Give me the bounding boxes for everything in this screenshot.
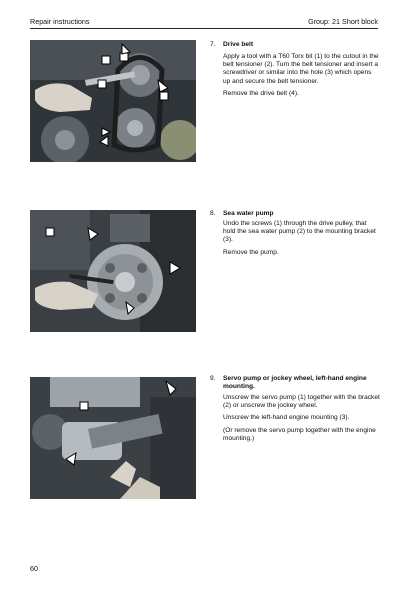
page-number: 60 xyxy=(30,564,38,573)
header-section-title: Repair instructions xyxy=(30,17,90,26)
drive-belt-photo xyxy=(30,40,196,162)
step-number: 8. xyxy=(210,210,216,217)
header-group-title: Group: 21 Short block xyxy=(308,17,378,26)
step-paragraph: Unscrew the servo pump (1) together with the bracket (2) or unscrew the jockey wheel. xyxy=(223,394,380,410)
header-divider xyxy=(30,28,378,29)
step-paragraph: (Or remove the servo pump together with the engine mounting.) xyxy=(223,426,376,442)
step-title: Sea water pump xyxy=(223,210,274,217)
step-paragraph: Remove the drive belt (4). xyxy=(223,89,299,97)
servo-pump-photo xyxy=(30,377,196,499)
step-number: 9. xyxy=(210,375,216,382)
sea-water-pump-photo xyxy=(30,210,196,332)
step-title: Drive belt xyxy=(223,41,254,48)
step-paragraph: Remove the pump. xyxy=(223,248,279,256)
step-paragraph: Unscrew the left-hand engine mounting (3). xyxy=(223,414,350,422)
step-paragraph: Undo the screws (1) through the drive pulley, that hold the sea water pump (2) to the mounting bracket (3). xyxy=(223,220,376,244)
step-paragraph: Apply a tool with a T60 Torx bit (1) to the cutout in the belt tensioner (2). Turn the belt tensioner and insert a screwdriver or similar into the hole (3) which opens up and secure the belt tensioner. xyxy=(223,53,379,85)
step-number: 7. xyxy=(210,41,216,48)
step-title: Servo pump or jockey wheel, left-hand engine mounting. xyxy=(223,375,367,391)
